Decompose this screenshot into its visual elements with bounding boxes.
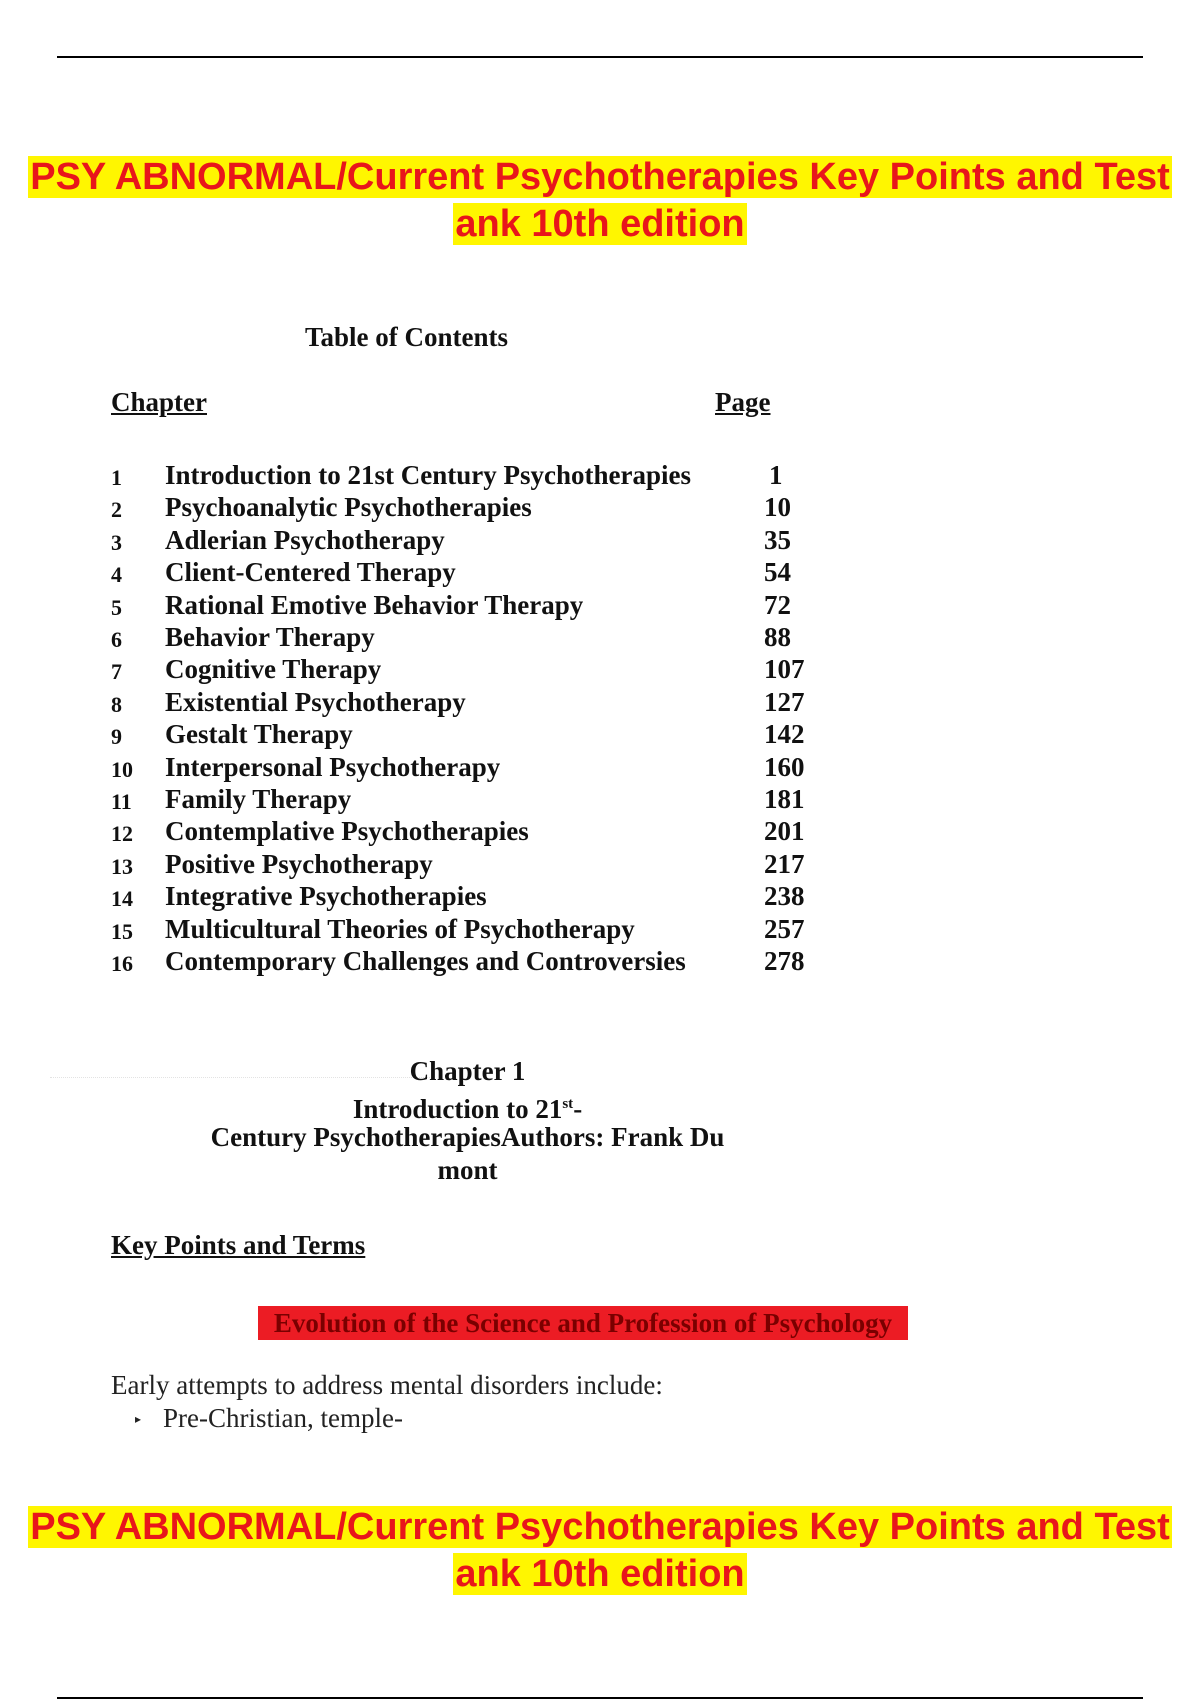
header-banner [0, 154, 1200, 248]
toc-chapter-number: 4 [111, 562, 122, 588]
toc-chapter-name: Integrative Psychotherapies [165, 881, 487, 912]
key-points-heading: Key Points and Terms [111, 1230, 366, 1260]
toc-chapter-number: 6 [111, 627, 122, 652]
toc-row [0, 622, 1200, 654]
toc-row [0, 914, 1200, 946]
toc-row [0, 946, 1200, 978]
toc-page-number: 160 [764, 751, 805, 782]
toc-row [0, 525, 1200, 557]
chapter-title: Introduction to 21st- [352, 1094, 583, 1124]
toc-chapter-name: Rational Emotive Behavior Therapy [165, 589, 584, 620]
toc-chapter-number: 15 [111, 918, 133, 944]
toc-page-number: 88 [764, 622, 791, 652]
toc-chapter-name: Adlerian Psychotherapy [165, 524, 445, 555]
chapter-authors: Century PsychotherapiesAuthors: Frank Du [210, 1122, 725, 1152]
toc-chapter-number: 16 [111, 951, 133, 976]
toc-page-number: 10 [764, 492, 791, 523]
toc-page-number: 217 [764, 848, 805, 879]
toc-chapter-number: 1 [111, 465, 122, 490]
bullet-icon: ▸ [135, 1412, 142, 1426]
toc-page-number: 54 [764, 557, 791, 588]
toc-chapter-name: Contemplative Psychotherapies [165, 816, 529, 847]
toc-chapter-name: Client-Centered Therapy [165, 557, 456, 588]
toc-page-number: 257 [764, 913, 805, 944]
toc-row [0, 784, 1200, 816]
toc-page-number: 201 [764, 816, 805, 847]
toc-page-number: 35 [764, 524, 791, 555]
toc-chapter-name: Psychoanalytic Psychotherapies [165, 492, 532, 523]
intro-paragraph: Early attempts to address mental disorders include: [111, 1370, 663, 1400]
toc-chapter-number: 11 [111, 789, 132, 814]
toc-page-number: 72 [764, 589, 791, 620]
toc-page-header: Page [715, 387, 771, 417]
footer-banner [0, 1504, 1200, 1598]
toc-chapter-number: 13 [111, 853, 133, 879]
banner-line-2: ank 10th edition [455, 1553, 745, 1595]
toc-row [0, 849, 1200, 881]
toc-chapter-name: Positive Psychotherapy [165, 848, 433, 879]
banner-line-1: PSY ABNORMAL/Current Psychotherapies Key Points and Test [30, 1506, 1170, 1548]
toc-chapter-number: 7 [111, 659, 122, 685]
toc-chapter-name: Family Therapy [165, 784, 352, 814]
toc-row [0, 719, 1200, 751]
chapter-label: Chapter 1 [409, 1056, 526, 1086]
toc-chapter-number: 12 [111, 821, 133, 847]
bottom-rule [57, 1697, 1143, 1699]
toc-page-number: 278 [764, 946, 805, 976]
toc-row [0, 687, 1200, 719]
section-title-box: Evolution of the Science and Profession of Psychology [258, 1306, 908, 1340]
list-item-text: Pre-Christian, temple- [163, 1403, 403, 1433]
toc-chapter-number: 10 [111, 756, 133, 782]
toc-chapter-number: 2 [111, 497, 122, 523]
toc-page-number: 238 [764, 881, 805, 912]
toc-chapter-name: Introduction to 21st Century Psychotherapies [165, 460, 691, 490]
toc-chapter-number: 14 [111, 886, 133, 912]
toc-row [0, 590, 1200, 622]
banner-line-1: PSY ABNORMAL/Current Psychotherapies Key Points and Test [30, 156, 1170, 198]
toc-page-number: 181 [764, 784, 805, 814]
toc-chapter-name: Multicultural Theories of Psychotherapy [165, 913, 635, 944]
toc-page-number: 1 [769, 460, 783, 490]
toc-row [0, 752, 1200, 784]
toc-page-number: 107 [764, 654, 805, 685]
toc-chapter-name: Behavior Therapy [165, 622, 375, 652]
banner-line-2: ank 10th edition [455, 203, 745, 245]
list-item [135, 1403, 403, 1434]
toc-row [0, 881, 1200, 913]
toc-page-number: 127 [764, 686, 805, 717]
toc-row [0, 654, 1200, 686]
toc-chapter-header: Chapter [111, 387, 207, 417]
toc-row [0, 492, 1200, 524]
chapter-authors-cont: mont [437, 1155, 498, 1185]
toc-chapter-name: Interpersonal Psychotherapy [165, 751, 501, 782]
toc-row [0, 557, 1200, 589]
toc-chapter-number: 8 [111, 691, 122, 717]
toc-chapter-name: Contemporary Challenges and Controversies [165, 946, 686, 976]
top-rule [57, 56, 1143, 58]
toc-chapter-number: 5 [111, 594, 122, 620]
toc-chapter-name: Gestalt Therapy [165, 719, 353, 750]
toc-title: Table of Contents [305, 322, 509, 352]
toc-row [0, 816, 1200, 848]
toc-chapter-name: Cognitive Therapy [165, 654, 382, 685]
toc-chapter-number: 3 [111, 529, 122, 555]
toc-chapter-number: 9 [111, 724, 122, 750]
toc-page-number: 142 [764, 719, 805, 750]
toc-chapter-name: Existential Psychotherapy [165, 686, 466, 717]
toc-row [0, 460, 1200, 492]
